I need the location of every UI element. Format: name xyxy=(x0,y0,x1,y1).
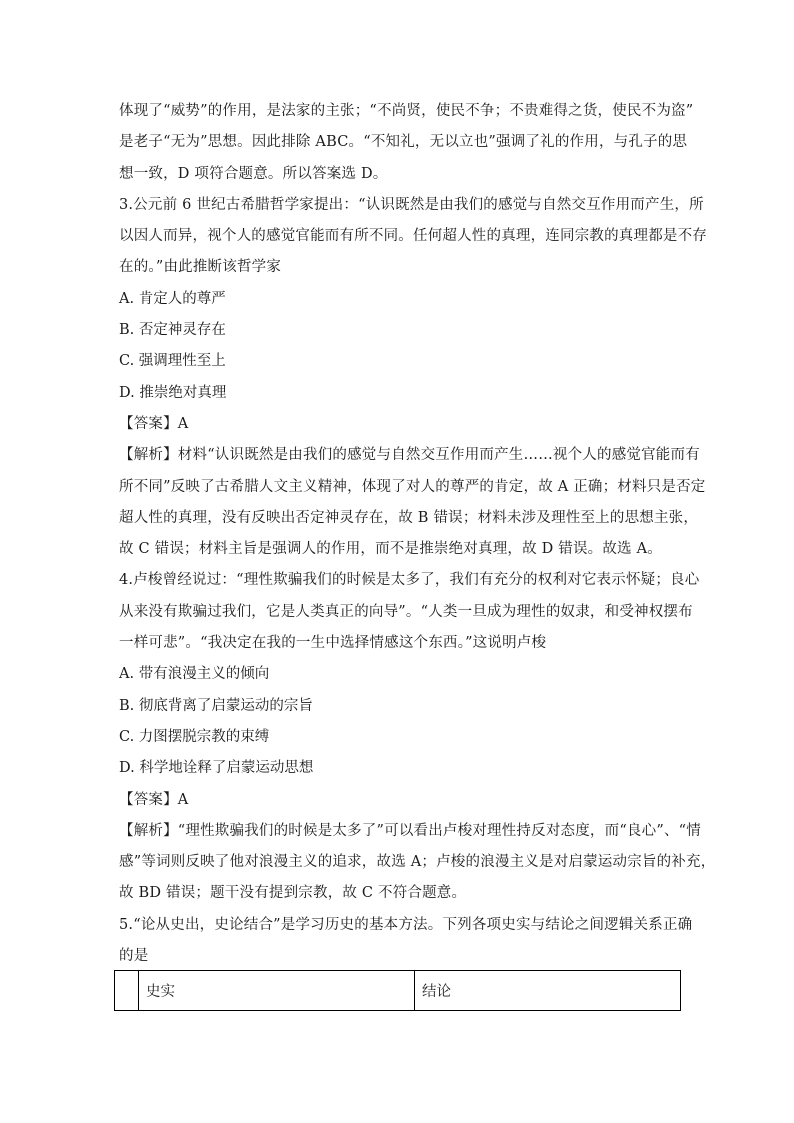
q4-option-c: C. 力图摆脱宗教的束缚 xyxy=(119,728,270,745)
text-line: 从来没有欺骗过我们，它是人类真正的向导”。“人类一旦成为理性的奴隶，和受神权摆布 xyxy=(119,603,693,620)
text-line: 故 BD 错误；题干没有提到宗教，故 C 不符合题意。 xyxy=(119,885,467,902)
q4-option-a: A. 带有浪漫主义的倾向 xyxy=(119,666,270,683)
question-5-stem: 5.“论从史出，史论结合”是学习历史的基本方法。下列各项史实与结论之间逻辑关系正确 xyxy=(119,916,693,933)
facts-conclusion-table xyxy=(114,970,681,1011)
text-line: 在的。”由此推断该哲学家 xyxy=(119,259,282,276)
text-line: 体现了“威势”的作用，是法家的主张；“不尚贤，使民不争；不贵难得之货，使民不为盗” xyxy=(119,103,694,119)
document-body xyxy=(119,96,716,972)
text-line: 想一致，D 项符合题意。所以答案选 D。 xyxy=(119,165,388,182)
text-line: 感”等词则反映了他对浪漫主义的追求，故选 A；卢梭的浪漫主义是对启蒙运动宗旨的补充， xyxy=(119,854,716,871)
q3-answer: 【答案】A xyxy=(119,415,189,432)
q3-option-b: B. 否定神灵存在 xyxy=(119,322,226,339)
q4-answer: 【答案】A xyxy=(119,791,189,808)
q3-option-a: A. 肯定人的尊严 xyxy=(119,290,226,307)
question-3-stem: 3.公元前 6 世纪古希腊哲学家提出：“认识既然是由我们的感觉与自然交互作用而产生，所 xyxy=(119,196,704,213)
table-header-facts: 史实 xyxy=(139,971,415,1010)
table-header-conclusion: 结论 xyxy=(422,984,451,1000)
table-header-index xyxy=(115,971,139,1010)
q4-option-b: B. 彻底背离了启蒙运动的宗旨 xyxy=(119,697,313,714)
text-line: 是老子“无为”思想。因此排除 ABC。“不知礼，无以立也”强调了礼的作用，与孔子的思 xyxy=(119,134,688,151)
text-line: 故 C 错误；材料主旨是强调人的作用，而不是推崇绝对真理，故 D 错误。故选 A。 xyxy=(119,541,662,558)
text-line: 的是 xyxy=(119,948,149,965)
q3-option-c: C. 强调理性至上 xyxy=(119,353,226,370)
text-line: 所不同”反映了古希腊人文主义精神，体现了对人的尊严的肯定，故 A 正确；材料只是否定 xyxy=(119,478,706,495)
q3-analysis: 【解析】材料“认识既然是由我们的感觉与自然交互作用而产生……视个人的感觉官能而有 xyxy=(119,447,700,464)
text-line: 超人性的真理，没有反映出否定神灵存在，故 B 错误；材料未涉及理性至上的思想主张， xyxy=(119,509,699,526)
q3-option-d: D. 推崇绝对真理 xyxy=(119,384,227,401)
q4-analysis: 【解析】“理性欺骗我们的时候是太多了”可以看出卢梭对理性持反对态度，而“良心”、“情 xyxy=(119,822,701,839)
text-line: 以因人而异，视个人的感觉官能而有所不同。任何超人性的真理，连同宗教的真理都是不存 xyxy=(119,228,707,245)
question-4-stem: 4.卢梭曾经说过：“理性欺骗我们的时候是太多了，我们有充分的权利对它表示怀疑；良心 xyxy=(119,572,700,589)
q4-option-d: D. 科学地诠释了启蒙运动思想 xyxy=(119,760,314,777)
text-line: 一样可悲”。“我决定在我的一生中选择情感这个东西。”这说明卢梭 xyxy=(119,635,547,652)
